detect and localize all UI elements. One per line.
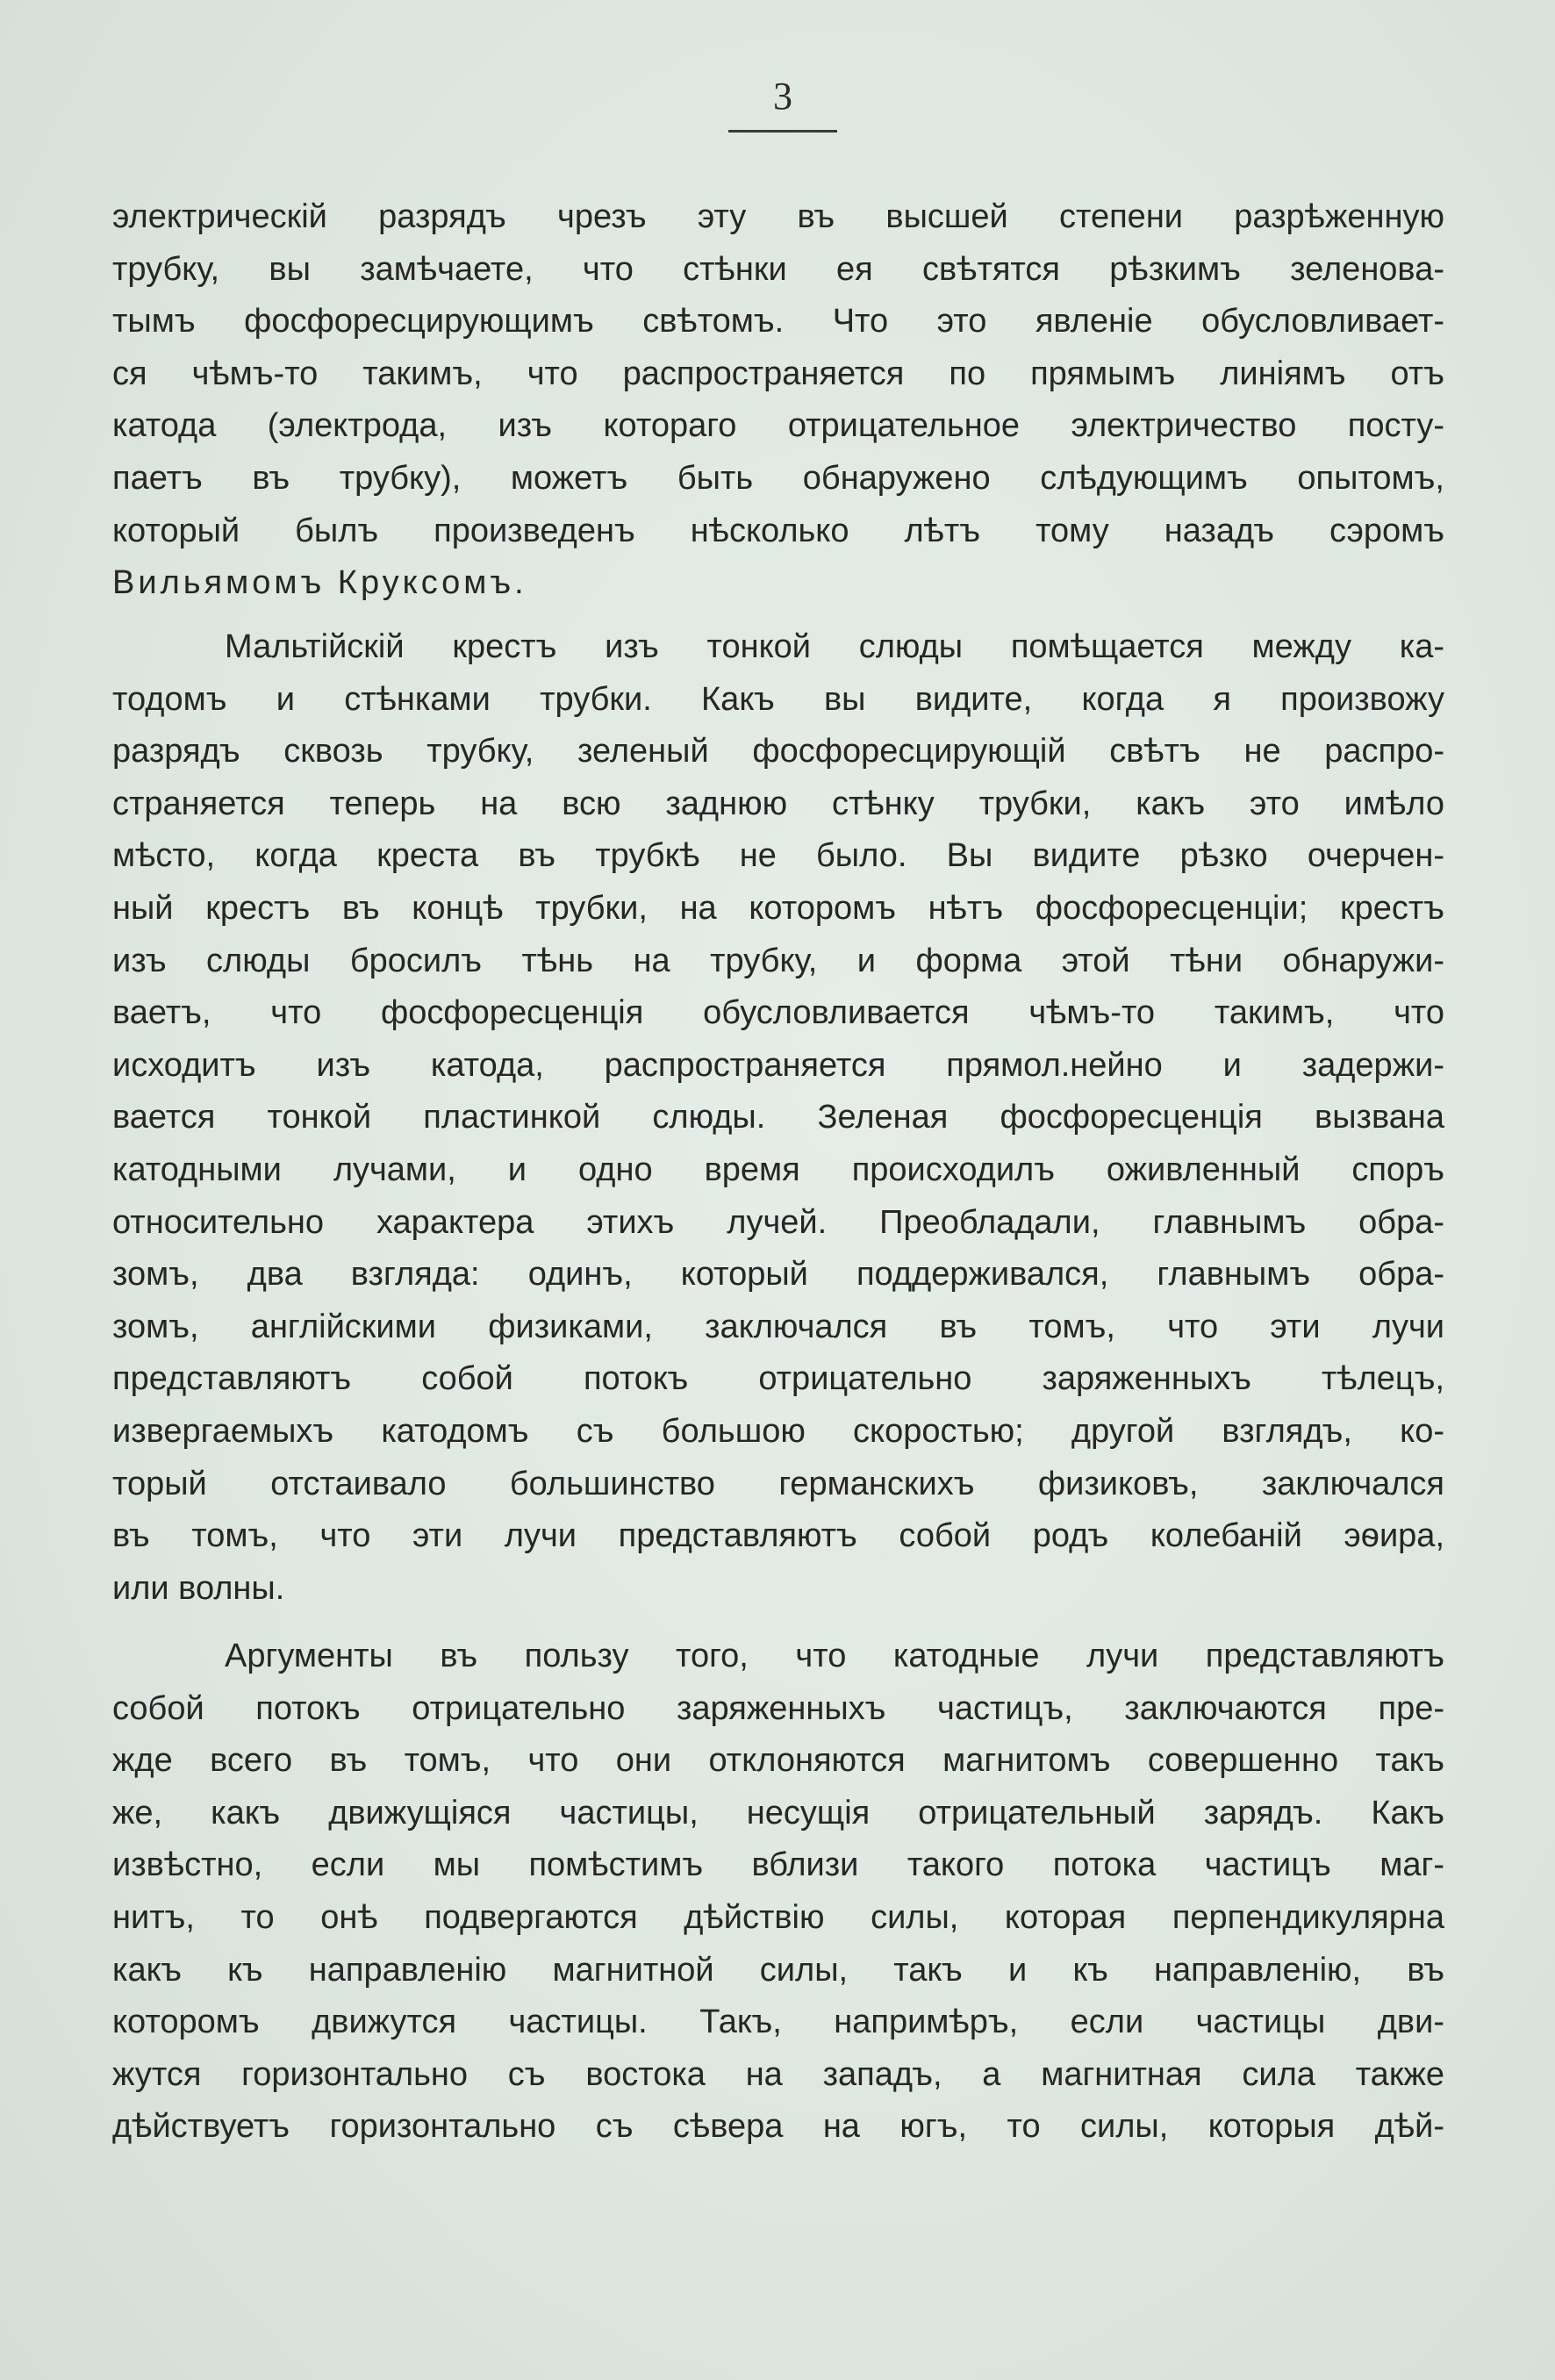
paragraph	[112, 191, 1444, 610]
text-line: нитъ, то онѣ подвергаются дѣйствію силы, которая перпендикулярна	[112, 1898, 1444, 1936]
text-line: Вильямомъ Круксомъ.	[112, 564, 527, 602]
paragraph	[112, 621, 1444, 1615]
text-line: катода (электрода, изъ котораго отрицательное электричество посту-	[112, 407, 1444, 445]
text-line: представляютъ собой потокъ отрицательно заряженныхъ тѣлецъ,	[112, 1360, 1444, 1398]
text-line: изъ слюды бросилъ тѣнь на трубку, и форма этой тѣни обнаружи-	[112, 942, 1444, 979]
text-line: дѣйствуетъ горизонтально съ сѣвера на югъ, то силы, которыя дѣй-	[112, 2108, 1444, 2146]
text-line: тодомъ и стѣнками трубки. Какъ вы видите, когда я произвожу	[112, 680, 1444, 718]
text-line: въ томъ, что эти лучи представляютъ собой родъ колебаній эѳира,	[112, 1517, 1444, 1555]
text-line: извергаемыхъ катодомъ съ большою скоростью; другой взглядъ, ко-	[112, 1412, 1444, 1450]
text-line: паетъ въ трубку), можетъ быть обнаружено слѣдующимъ опытомъ,	[112, 459, 1444, 497]
text-line: ся чѣмъ-то такимъ, что распространяется по прямымъ линіямъ отъ	[112, 355, 1444, 392]
text-line: относительно характера этихъ лучей. Преобладали, главнымъ обра-	[112, 1203, 1444, 1241]
text-line: трубку, вы замѣчаете, что стѣнки ея свѣтятся рѣзкимъ зеленова-	[112, 250, 1444, 288]
text-line: или волны.	[112, 1569, 285, 1607]
text-line: зомъ, англійскими физиками, заключался въ томъ, что эти лучи	[112, 1308, 1444, 1345]
text-line: разрядъ сквозь трубку, зеленый фосфоресцирующій свѣтъ не распро-	[112, 733, 1444, 771]
text-line: извѣстно, если мы помѣстимъ вблизи такого потока частицъ маг-	[112, 1846, 1444, 1884]
text-line: ваетъ, что фосфоресценція обусловливается чѣмъ-то такимъ, что	[112, 994, 1444, 1032]
page-number-rule	[728, 130, 837, 133]
text-line: же, какъ движущіяся частицы, несущія отрицательный зарядъ. Какъ	[112, 1794, 1444, 1832]
paragraph	[112, 1631, 1444, 2154]
text-line: исходитъ изъ катода, распространяется прямол.нейно и задержи-	[112, 1046, 1444, 1084]
text-line: жде всего въ томъ, что они отклоняются магнитомъ совершенно такъ	[112, 1742, 1444, 1780]
text-line: собой потокъ отрицательно заряженныхъ частицъ, заключаются пре-	[112, 1689, 1444, 1727]
text-line: ный крестъ въ концѣ трубки, на которомъ нѣтъ фосфоресценціи; крестъ	[112, 889, 1444, 927]
text-line: вается тонкой пластинкой слюды. Зеленая фосфоресценція вызвана	[112, 1099, 1444, 1136]
text-line: торый отстаивало большинство германскихъ физиковъ, заключался	[112, 1465, 1444, 1502]
text-line: который былъ произведенъ нѣсколько лѣтъ тому назадъ сэромъ	[112, 512, 1444, 549]
text-line: Мальтійскій крестъ изъ тонкой слюды помѣщается между ка-	[225, 628, 1444, 665]
text-line: жутся горизонтально съ востока на западъ, а магнитная сила также	[112, 2055, 1444, 2093]
text-line: страняется теперь на всю заднюю стѣнку трубки, какъ это имѣло	[112, 785, 1444, 822]
text-line: электрическій разрядъ чрезъ эту въ высшей степени разрѣженную	[112, 198, 1444, 235]
text-line: какъ къ направленію магнитной силы, такъ и къ направленію, въ	[112, 1951, 1444, 1989]
page-number: 3	[773, 75, 792, 118]
text-line: которомъ движутся частицы. Такъ, напримѣръ, если частицы дви-	[112, 2004, 1444, 2041]
text-line: Аргументы въ пользу того, что катодные лучи представляютъ	[225, 1638, 1444, 1674]
text-line: тымъ фосфоресцирующимъ свѣтомъ. Что это явленіе обусловливает-	[112, 303, 1444, 341]
text-line: катодными лучами, и одно время происходилъ оживленный споръ	[112, 1151, 1444, 1188]
text-line: мѣсто, когда креста въ трубкѣ не было. Вы видите рѣзко очерчен-	[112, 837, 1444, 875]
text-line: зомъ, два взгляда: одинъ, который поддерживался, главнымъ обра-	[112, 1256, 1444, 1294]
